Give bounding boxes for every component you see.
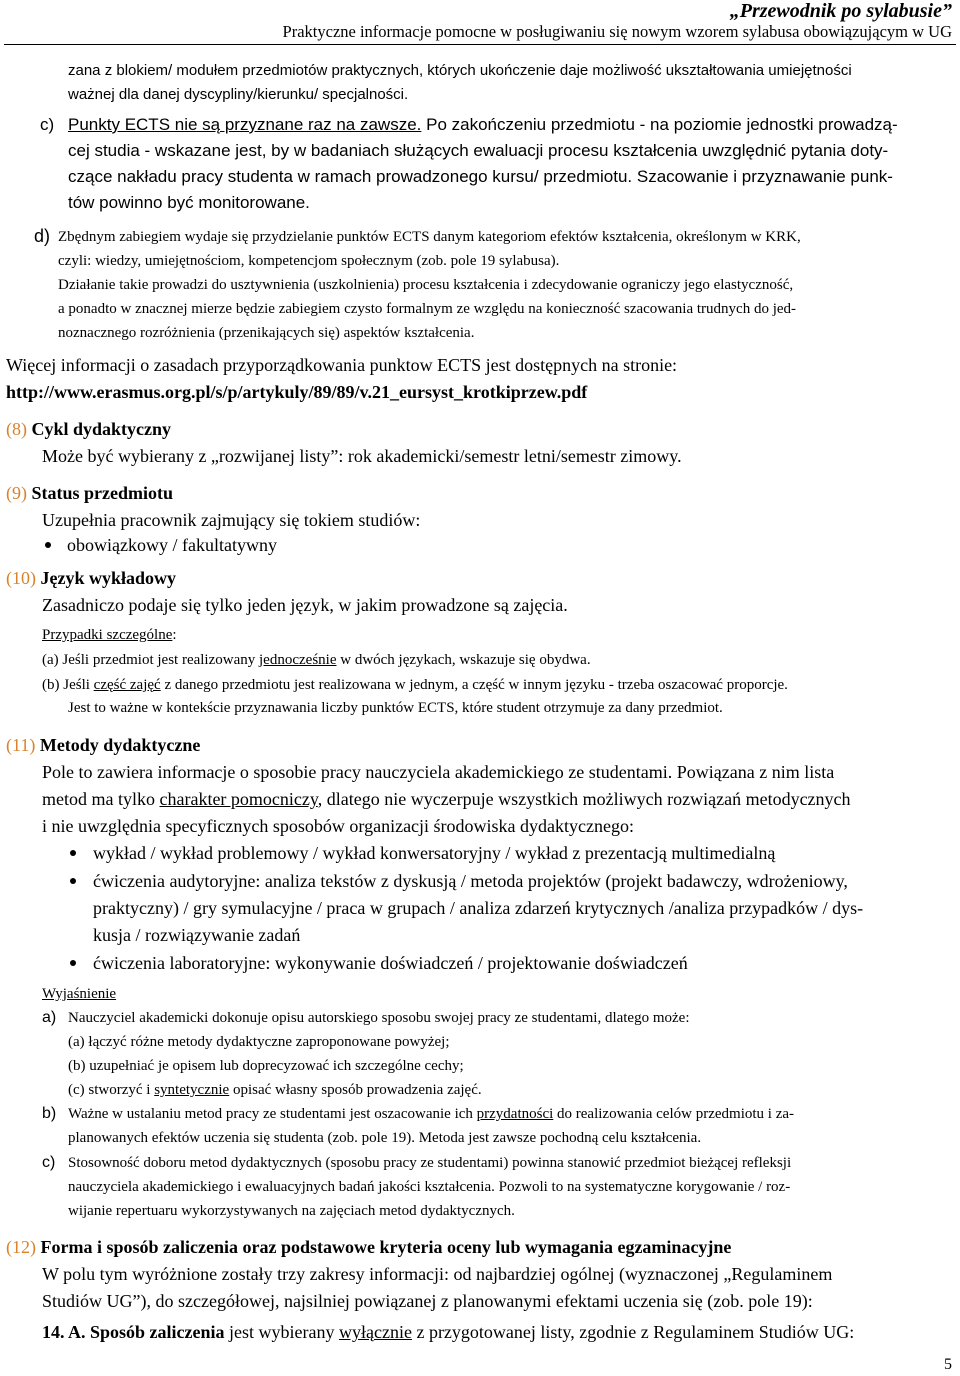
expl-b-line-2: planowanych efektów uczenia się studenta (zob. pole 19). Metoda jest zawsze pochodną celu kształcenia. [68, 1130, 702, 1146]
section-10-title: Język wykładowy [40, 568, 177, 588]
bullet-icon [70, 850, 76, 856]
item-c-line-4: tów powinno być monitorowane. [68, 193, 310, 212]
section-8-number: (8) [6, 419, 27, 439]
section-11-title: Metody dydaktyczne [39, 735, 201, 755]
method-bullet-3: ćwiczenia laboratoryjne: wykonywanie doświadczeń / projektowanie doświadczeń [93, 953, 688, 973]
section-12-heading [6, 1237, 731, 1258]
bullet-icon [45, 542, 51, 548]
item-c-line-3: czące nakładu pracy studenta w ramach prowadzonego kursu/ przedmiotu. Szacowanie i przyznawanie punk- [68, 167, 893, 186]
page-header [283, 0, 952, 42]
method-bullet-1: wykład / wykład problemowy / wykład konwersatoryjny / wykład z prezentacją multimedialną [93, 843, 776, 863]
expl-c-line-3: wijanie repertuaru wykorzystywanych na zajęciach metod dydaktycznych. [68, 1203, 515, 1219]
method-bullet-2-line-3: kusja / rozwiązywanie zadań [93, 925, 301, 945]
section-9-bullet: obowiązkowy / fakultatywny [67, 535, 277, 555]
header-subtitle: Praktyczne informacje pomocne w posługiwaniu się nowym wzorem sylabusa obowiązującym w UG [282, 22, 952, 41]
bullet-icon [70, 960, 76, 966]
section-8-text: Może być wybierany z „rozwijanej listy”: rok akademicki/semestr letni/semestr zimowy. [42, 446, 682, 466]
item-c-line-1 [68, 115, 898, 135]
item-c-underlined: Punkty ECTS nie są przyznane raz na zawsze. [68, 115, 422, 134]
intro-line-1: zana z blokiem/ modułem przedmiotów praktycznych, których ukończenie daje możliwość ukształtowania umiejętności [68, 62, 852, 79]
page-number: 5 [944, 1356, 952, 1373]
header-title: „Przewodnik po sylabusie” [729, 0, 952, 22]
section-12-p3: 14. A. Sposób zaliczenia jest wybierany wyłącznie z przygotowanej listy, zgodnie z Regulaminem Studiów UG: [42, 1322, 855, 1342]
section-11-p3: i nie uwzględnia specyficznych sposobów organizacji środowiska dydaktycznego: [42, 816, 634, 836]
section-12-p2: Studiów UG”), do szczegółowej, najsilniej powiązanej z planowanymi efektami uczenia się (zob. pole 19): [42, 1291, 813, 1311]
section-11-p2: metod ma tylko charakter pomocniczy, dlatego nie wyczerpuje wszystkich możliwych rozwiązań metodycznych [42, 789, 851, 809]
case-b: (b) Jeśli część zajęć z danego przedmiotu jest realizowana w jednym, a część w innym języku - trzeba oszacować proporcje. [42, 677, 788, 693]
expl-a-1: (a) łączyć różne metody dydaktyczne zaproponowane powyżej; [68, 1034, 450, 1050]
section-10-heading [6, 568, 176, 589]
item-d-line-1: Zbędnym zabiegiem wydaje się przydzielanie punktów ECTS danym kategoriom efektów kształcenia, określonym w KRK, [58, 229, 801, 245]
expl-c-line-2: nauczyciela akademickiego i ewaluacyjnych badań jakości kształcenia. Pozwoli to na systematyczne korygowanie / roz- [68, 1179, 791, 1195]
section-9-title: Status przedmiotu [31, 483, 174, 503]
item-d-marker: d) [34, 226, 51, 246]
expl-c-line-1: Stosowność doboru metod dydaktycznych (sposobu pracy ze studentami) powinna stanowić przedmiot bieżącej refleksji [68, 1155, 792, 1171]
item-d-line-5: noznacznego rozróżnienia (przenikających się) aspektów kształcenia. [58, 325, 475, 341]
section-9-text: Uzupełnia pracownik zajmujący się tokiem studiów: [42, 510, 421, 530]
case-a: (a) Jeśli przedmiot jest realizowany jednocześnie w dwóch językach, wskazuje się obydwa. [42, 652, 591, 668]
case-b-line-2: Jest to ważne w kontekście przyznawania liczby punktów ECTS, które student otrzymuje za dany przedmiot. [68, 700, 723, 716]
header-rule [4, 44, 956, 45]
intro-line-2: ważnej dla danej dyscypliny/kierunku/ specjalności. [68, 86, 409, 103]
item-d-line-3: Działanie takie prowadzi do usztywnienia (uszkolnienia) procesu kształcenia i zdecydowanie ograniczy jego elastyczność, [58, 277, 794, 293]
section-11-heading [6, 735, 200, 756]
section-9-heading [6, 483, 173, 504]
section-12-p1: W polu tym wyróżnione zostały trzy zakresy informacji: od najbardziej ogólnej (wyznaczonej „Regulaminem [42, 1264, 833, 1284]
expl-a-3: (c) stworzyć i syntetycznie opisać własny sposób prowadzenia zajęć. [68, 1082, 482, 1098]
bullet-icon [70, 878, 76, 884]
section-10-number: (10) [6, 568, 36, 588]
item-c-marker: c) [40, 115, 55, 134]
expl-a-marker: a) [42, 1009, 57, 1026]
expl-b-marker: b) [42, 1105, 57, 1122]
section-11-p1: Pole to zawiera informacje o sposobie pracy nauczyciela akademickiego ze studentami. Powiązana z nim lista [42, 762, 835, 782]
expl-b-line-1: Ważne w ustalaniu metod pracy ze studentami jest oszacowanie ich przydatności do realizowania celów przedmiotu i za- [68, 1106, 795, 1122]
item-c-rest: Po zakończeniu przedmiotu - na poziomie jednostki prowadzą- [421, 115, 898, 134]
item-d-line-2: czyli: wiedzy, umiejętnościom, kompetencjom społecznym (zob. pole 19 sylabusa). [58, 253, 560, 269]
item-d-line-4: a ponadto w znacznej mierze będzie zabiegiem czysto formalnym ze względu na konieczność szacowania trudnych do jed- [58, 301, 797, 317]
expl-a-2: (b) uzupełniać je opisem lub doprecyzować ich szczególne cechy; [68, 1058, 464, 1074]
section-10-text: Zasadniczo podaje się tylko jeden język, w jakim prowadzone są zajęcia. [42, 595, 568, 615]
more-info-url[interactable]: http://www.erasmus.org.pl/s/p/artykuly/89/89/v.21_eursyst_krotkiprzew.pdf [6, 382, 588, 402]
more-info-text: Więcej informacji o zasadach przyporządkowania punktow ECTS jest dostępnych na stronie: [6, 355, 678, 375]
explanation-label: Wyjaśnienie [42, 986, 117, 1002]
section-11-number: (11) [6, 735, 36, 755]
section-8-title: Cykl dydaktyczny [31, 419, 172, 439]
method-bullet-2-line-1: ćwiczenia audytoryjne: analiza tekstów z dyskusją / metoda projektów (projekt badawczy, wdrożeniowy, [93, 871, 848, 891]
section-9-number: (9) [6, 483, 27, 503]
section-12-number: (12) [6, 1237, 36, 1257]
item-c-line-2: cej studia - wskazane jest, by w badaniach służących ewaluacji procesu kształcenia uwzględnić pytania doty- [68, 141, 889, 160]
method-bullet-2-line-2: praktyczny) / gry symulacyjne / praca w grupach / analiza zdarzeń krytycznych /analiza przypadków / dys- [93, 898, 864, 918]
section-12-title: Forma i sposób zaliczenia oraz podstawowe kryteria oceny lub wymagania egzaminacyjne [40, 1237, 732, 1257]
special-cases-label: Przypadki szczególne: [42, 627, 177, 643]
expl-a-text: Nauczyciel akademicki dokonuje opisu autorskiego sposobu swojej pracy ze studentami, dlatego może: [68, 1010, 690, 1026]
section-8-heading [6, 419, 171, 440]
expl-c-marker: c) [42, 1154, 56, 1171]
